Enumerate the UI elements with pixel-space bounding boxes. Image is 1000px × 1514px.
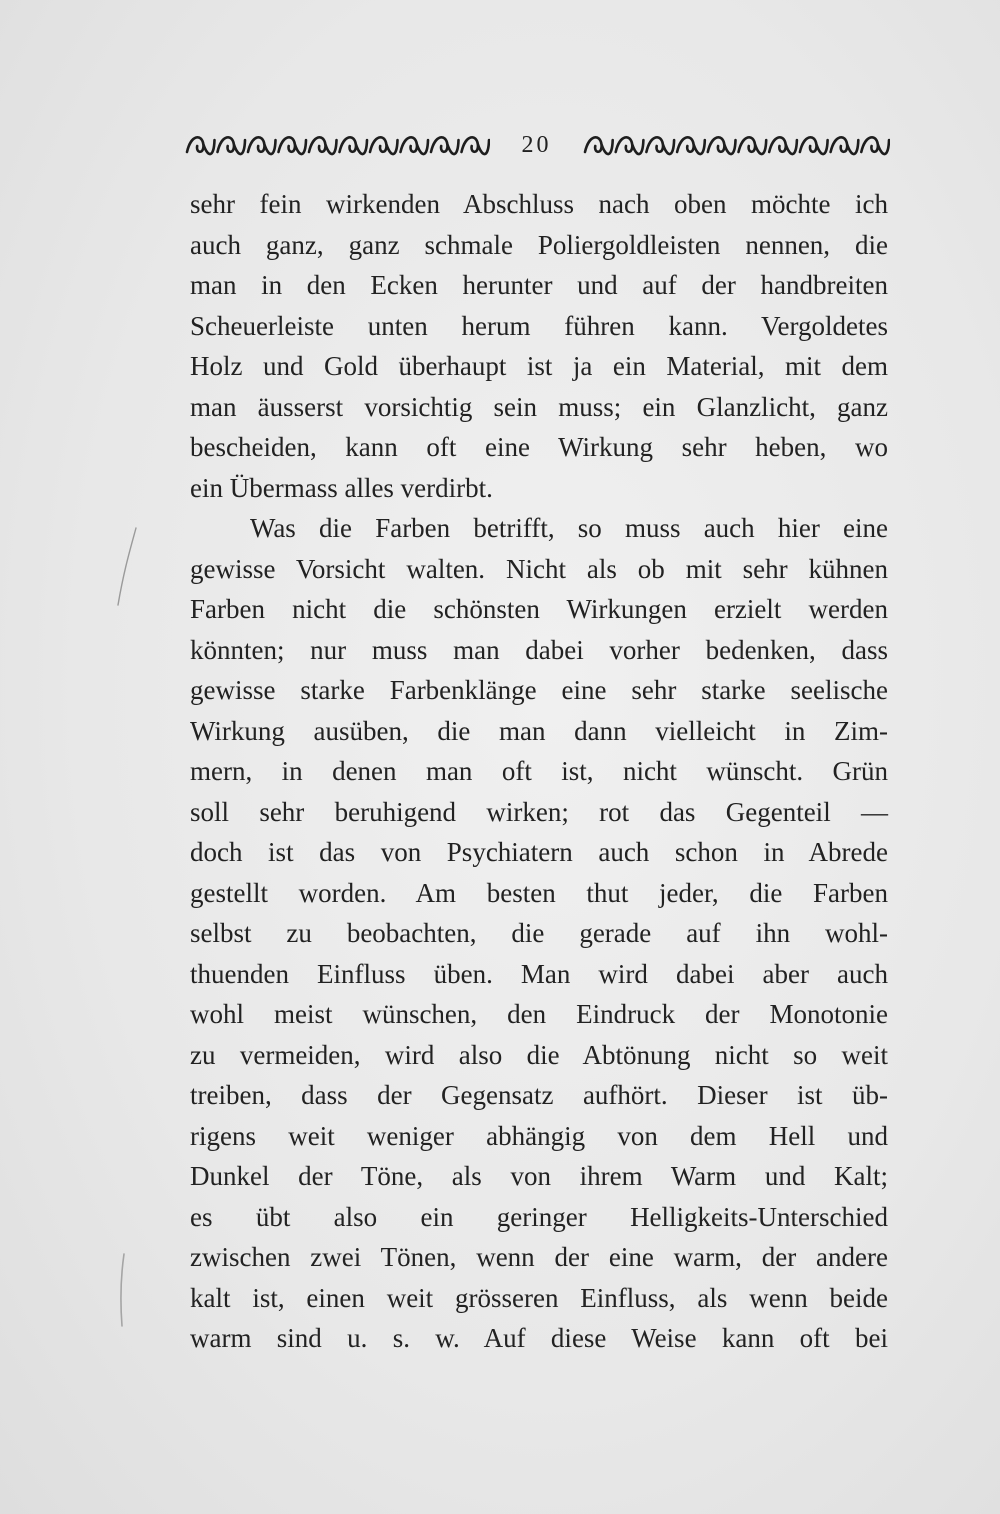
text-line: doch ist das von Psychiatern auch schon in Abrede <box>190 837 888 867</box>
pencil-margin-mark-icon <box>112 525 142 610</box>
decorative-scroll-border-icon <box>185 128 490 162</box>
text-line: sehr fein wirkenden Abschluss nach oben möchte ich <box>190 189 888 219</box>
pencil-margin-mark-icon <box>108 1250 138 1330</box>
text-line: mern, in denen man oft ist, nicht wünscht. Grün <box>190 756 888 786</box>
text-line: soll sehr beruhigend wirken; rot das Gegenteil — <box>190 796 888 827</box>
text-line: wohl meist wünschen, den Eindruck der Monotonie <box>190 999 888 1029</box>
text-line: es übt also ein geringer Helligkeits-Unterschied <box>190 1201 888 1232</box>
text-line: zwischen zwei Tönen, wenn der eine warm, der andere <box>190 1242 888 1272</box>
text-line: gewisse starke Farbenklänge eine sehr starke seelische <box>190 675 888 705</box>
text-line: Wirkung ausüben, die man dann vielleicht in Zim- <box>190 715 888 746</box>
text-line: gestellt worden. Am besten thut jeder, die Farben <box>190 877 888 908</box>
text-line: Dunkel der Töne, als von ihrem Warm und Kalt; <box>190 1161 888 1191</box>
text-line: treiben, dass der Gegensatz aufhört. Dieser ist üb- <box>190 1080 888 1110</box>
text-line: Holz und Gold überhaupt ist ja ein Material, mit dem <box>190 351 888 381</box>
paragraph-2 <box>190 508 888 1359</box>
text-line: Farben nicht die schönsten Wirkungen erzielt werden <box>190 594 888 624</box>
text-line: gewisse Vorsicht walten. Nicht als ob mit sehr kühnen <box>190 553 888 584</box>
text-line: selbst zu beobachten, die gerade auf ihn wohl- <box>190 918 888 948</box>
text-line: warm sind u. s. w. Auf diese Weise kann oft bei <box>190 1323 888 1353</box>
text-line: Was die Farben betrifft, so muss auch hier eine <box>250 513 888 543</box>
decorative-scroll-border-icon <box>583 128 890 162</box>
text-line: zu vermeiden, wird also die Abtönung nicht so weit <box>190 1039 888 1070</box>
text-line: man äusserst vorsichtig sein muss; ein Glanzlicht, ganz <box>190 391 888 422</box>
text-line: bescheiden, kann oft eine Wirkung sehr heben, wo <box>190 432 888 462</box>
body-text <box>190 184 888 1359</box>
text-line: rigens weit weniger abhängig von dem Hell und <box>190 1120 888 1151</box>
paragraph-1 <box>190 184 888 508</box>
page-header <box>185 128 890 162</box>
text-line: Scheuerleiste unten herum führen kann. Vergoldetes <box>190 310 888 341</box>
page-number: 20 <box>521 132 552 158</box>
text-line: ein Übermass alles verdirbt. <box>190 472 493 503</box>
text-line: auch ganz, ganz schmale Poliergoldleisten nennen, die <box>190 229 888 260</box>
text-line: man in den Ecken herunter und auf der handbreiten <box>190 270 888 300</box>
text-line: thuenden Einfluss üben. Man wird dabei aber auch <box>190 958 888 989</box>
text-line: kalt ist, einen weit grösseren Einfluss, als wenn beide <box>190 1282 888 1313</box>
text-line: könnten; nur muss man dabei vorher bedenken, dass <box>190 634 888 665</box>
